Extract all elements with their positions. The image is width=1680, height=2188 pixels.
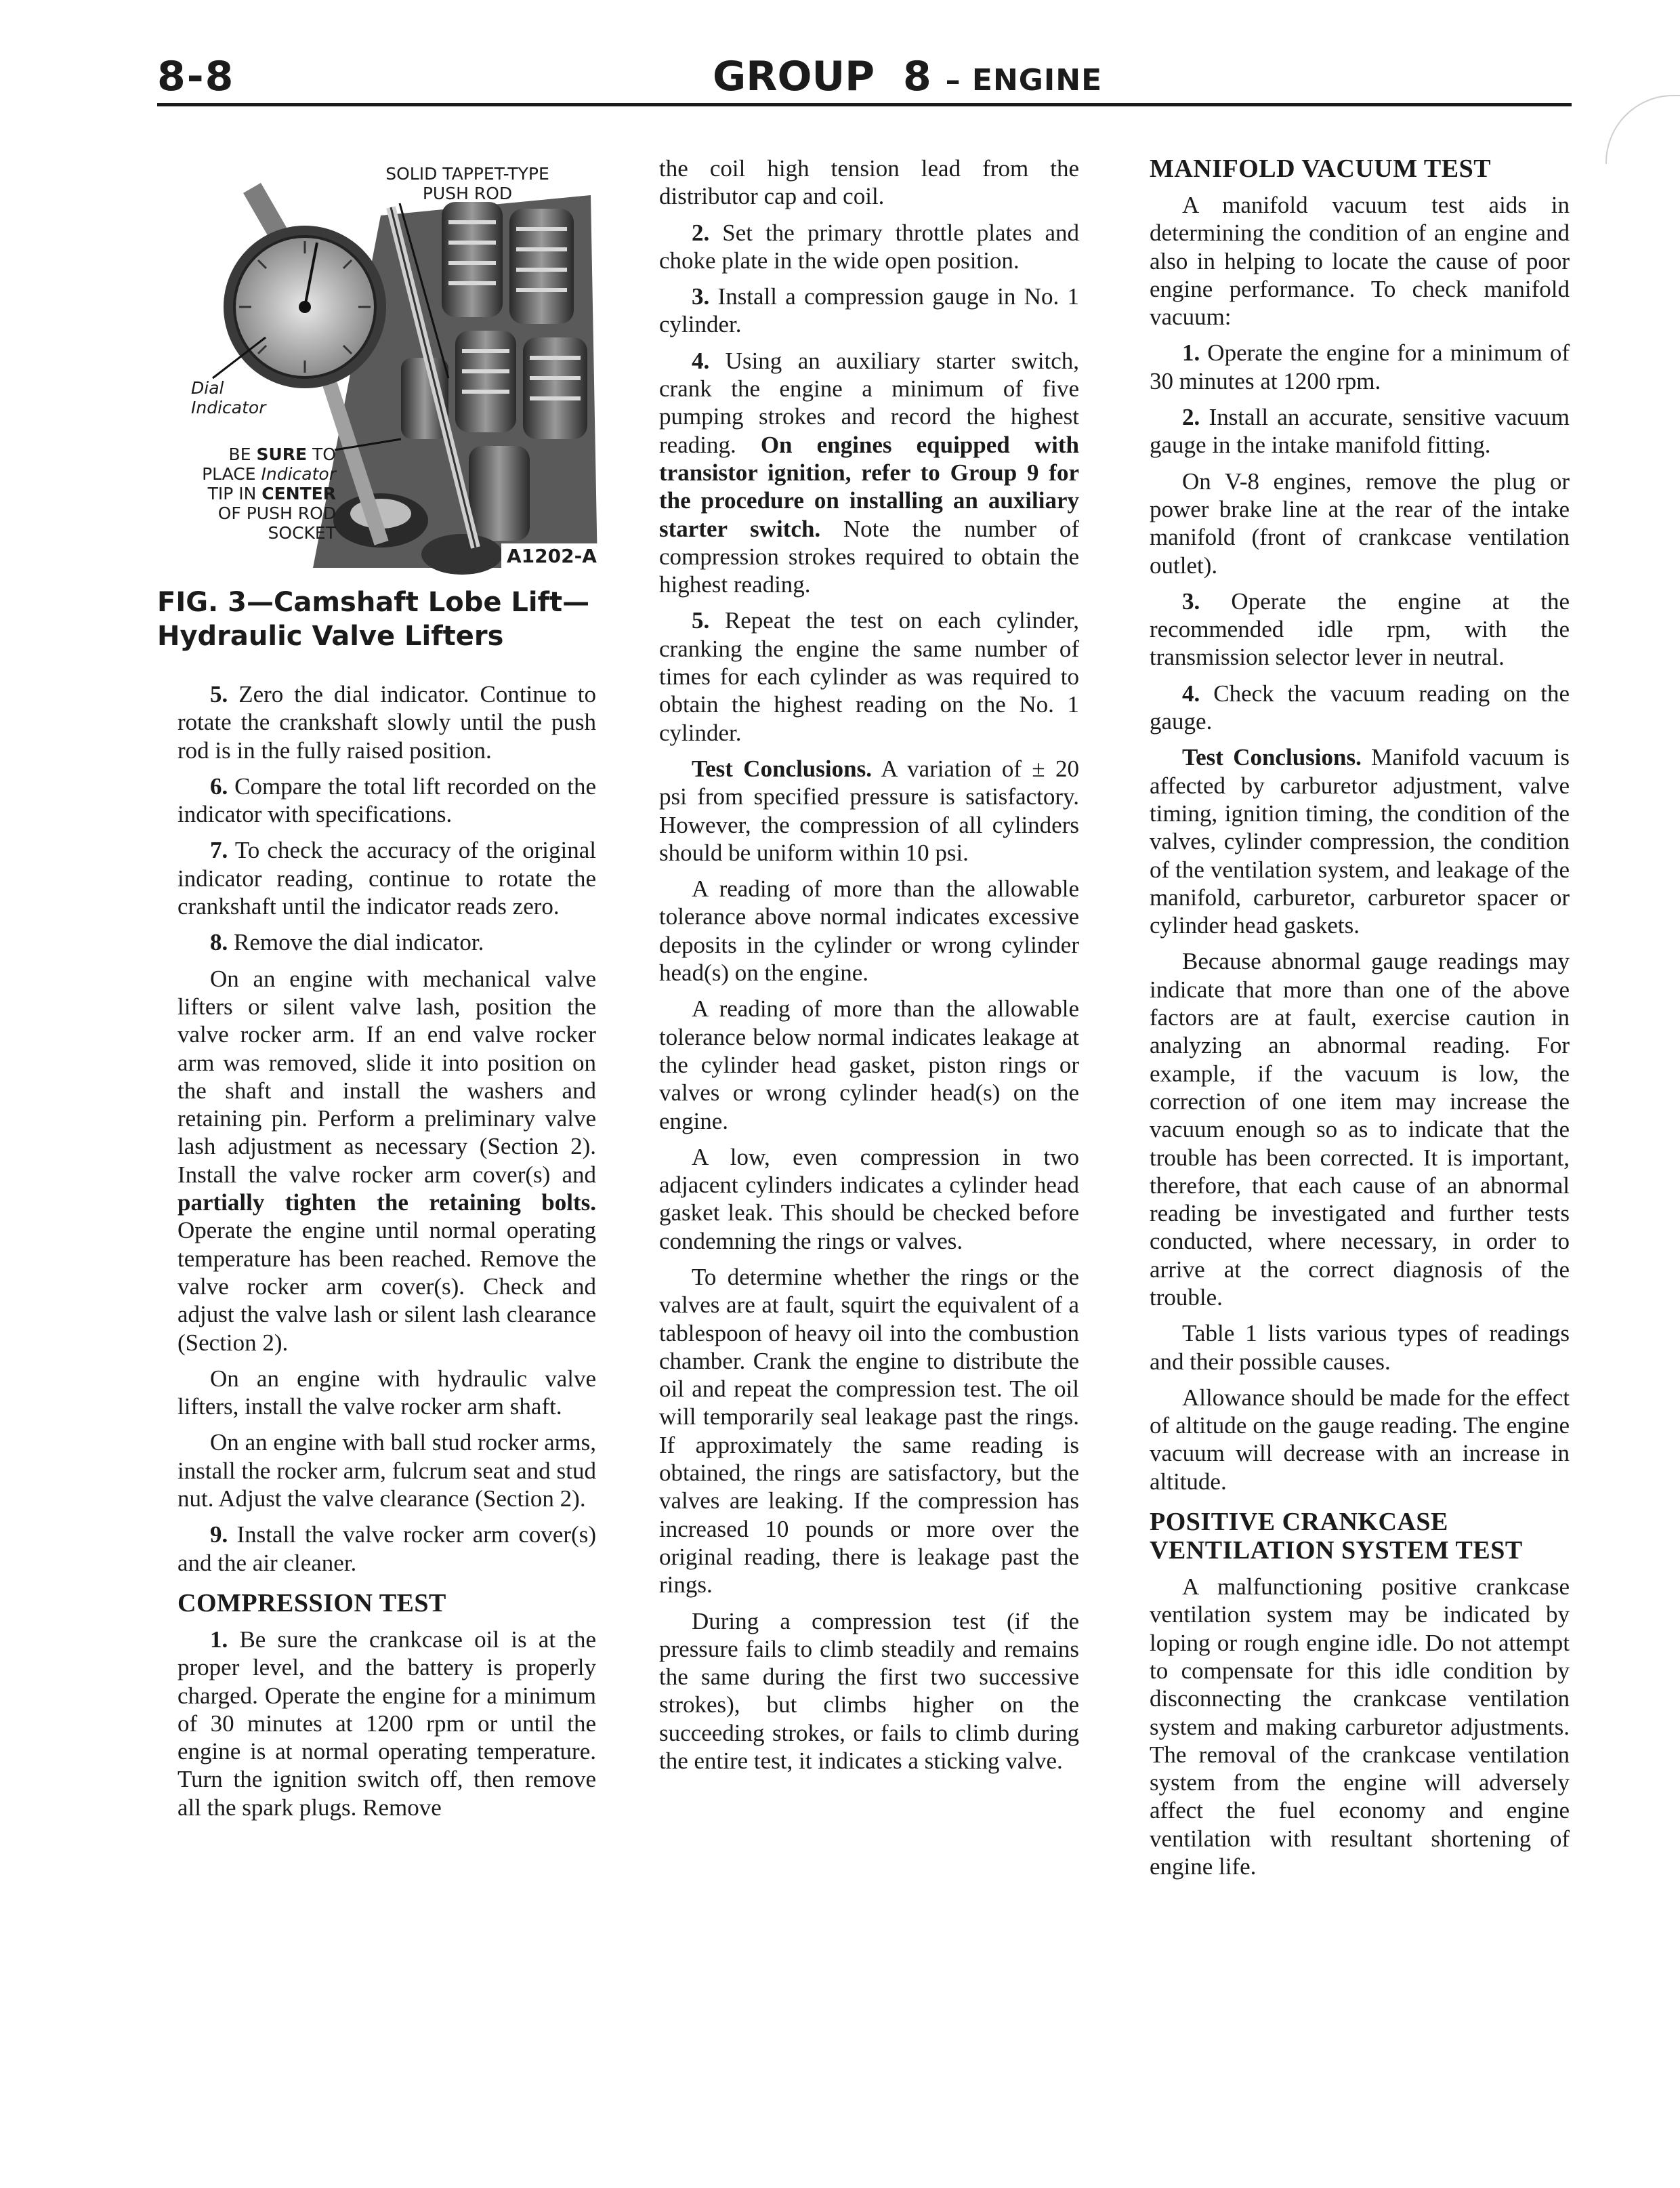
label-push-rod: SOLID TAPPET-TYPE PUSH ROD <box>385 164 549 203</box>
vacuum-step-3: 3. Operate the engine at the recommended idle rpm, with the transmission selector lever in neutral. <box>1150 587 1570 671</box>
paragraph-table-1: Table 1 lists various types of readings and their possible causes. <box>1150 1320 1570 1375</box>
column-2 <box>659 154 1079 1783</box>
label-indicator-tip: BE SURE TO PLACE Indicator TIP IN CENTER OF PUSH ROD SOCKET <box>202 445 336 543</box>
compression-test-conclusions: Test Conclusions. A variation of ± 20 psi from specified pressure is satisfactory. However, the compression of all cylinders should be uniform within 10 psi. <box>659 755 1079 866</box>
vacuum-intro: A manifold vacuum test aids in determining the condition of an engine and also in helping to locate the cause of poor engine performance. To check manifold vacuum: <box>1150 192 1570 331</box>
column-3 <box>1150 154 1570 1888</box>
compression-step-2: 2. Set the primary throttle plates and choke plate in the wide open position. <box>659 219 1079 274</box>
paragraph-abnormal-readings: Because abnormal gauge readings may indicate that more than one of the above factors are at fault, exercise caution in analyzing an abnormal reading. For example, if the vacuum is low, the correction of one item may increase the vacuum enough so as to indicate that the trouble has been corrected. It is important, therefore, that each cause of an abnormal reading be investigated and further tests conducted, where necessary, in order to arrive at the correct diagnosis of the trouble. <box>1150 948 1570 1310</box>
paragraph-low-compression: A low, even compression in two adjacent cylinders indicates a cylinder head gasket leak. This should be checked before condemning the rings or valves. <box>659 1143 1079 1254</box>
vacuum-step-1: 1. Operate the engine for a minimum of 30 minutes at 1200 rpm. <box>1150 339 1570 394</box>
vacuum-step-2: 2. Install an accurate, sensitive vacuum gauge in the intake manifold fitting. <box>1150 404 1570 459</box>
page-corner-mark <box>1605 95 1680 164</box>
paragraph-hydraulic-lifters: On an engine with hydraulic valve lifters, install the valve rocker arm shaft. <box>177 1365 596 1420</box>
step-5: 5. Zero the dial indicator. Continue to rotate the crankshaft slowly until the push rod is in the fully raised position. <box>177 681 596 764</box>
paragraph-v8-engines: On V-8 engines, remove the plug or power brake line at the rear of the intake manifold (front of crankcase ventilation outlet). <box>1150 468 1570 579</box>
vacuum-test-conclusions: Test Conclusions. Manifold vacuum is affected by carburetor adjustment, valve timing, ignition timing, the condition of the valves, cylinder compression, the condition of the ventilation system, and leakage of the manifold, carburetor, carburetor spacer or cylinder head gaskets. <box>1150 744 1570 939</box>
page-number: 8-8 <box>157 53 235 100</box>
header-rule <box>157 103 1572 106</box>
paragraph-rings-or-valves: To determine whether the rings or the valves are at fault, squirt the equivalent of a tablespoon of heavy oil into the combustion chamber. Crank the engine to distribute the oil and repeat the compression test. The oil will temporarily seal leakage past the rings. If approximately the same reading is obtained, the rings are satisfactory, but the valves are leaking. If the compression has increased 10 pounds or more over the original reading, there is leakage past the rings. <box>659 1263 1079 1598</box>
vacuum-step-4: 4. Check the vacuum reading on the gauge. <box>1150 680 1570 735</box>
paragraph-sticking-valve: During a compression test (if the pressure fails to climb steadily and remains the same during the first two successive strokes), but climbs higher on the succeeding strokes, or fails to climb during the entire test, it indicates a sticking valve. <box>659 1607 1079 1775</box>
group-title: GROUP 8 – ENGINE <box>713 53 1103 100</box>
figure-caption: FIG. 3—Camshaft Lobe Lift— Hydraulic Valve Lifters <box>157 587 590 652</box>
step-8: 8. Remove the dial indicator. <box>210 929 484 956</box>
label-dial-indicator: Dial Indicator <box>191 378 266 417</box>
paragraph-altitude: Allowance should be made for the effect of altitude on the gauge reading. The engine vacuum will decrease with an increase in altitude. <box>1150 1384 1570 1495</box>
column-1 <box>177 680 596 1830</box>
paragraph-pcv: A malfunctioning positive crankcase ventilation system may be indicated by loping or rough engine idle. Do not attempt to compensate for this idle condition by disconnecting the crankcase ventilation system and making carburetor adjustments. The removal of the crankcase ventilation system from the engine will adversely affect the fuel economy and engine ventilation with resultant shortening of engine life. <box>1150 1573 1570 1880</box>
page-header <box>0 0 1680 115</box>
figure-3 <box>157 154 604 669</box>
compression-step-1: 1. Be sure the crankcase oil is at the proper level, and the battery is properly charged. Operate the engine for a minimum of 30 minutes at 1200 rpm or until the engine is at normal operating temperature. Turn the ignition switch off, then remove all the spark plugs. Remove <box>177 1626 596 1821</box>
paragraph-reading-below: A reading of more than the allowable tolerance below normal indicates leakage at the cylinder head gasket, piston rings or valves or wrong cylinder head(s) on the engine. <box>659 995 1079 1134</box>
figure-code: A1202-A <box>501 543 602 569</box>
heading-pcv-test: POSITIVE CRANKCASE VENTILATION SYSTEM TEST <box>1150 1508 1523 1565</box>
paragraph-ball-stud: On an engine with ball stud rocker arms, install the rocker arm, fulcrum seat and stud nut. Adjust the valve clearance (Section 2). <box>177 1429 596 1512</box>
step-7: 7. To check the accuracy of the original indicator reading, continue to rotate the crankshaft until the indicator reads zero. <box>177 837 596 920</box>
step-6: 6. Compare the total lift recorded on the indicator with specifications. <box>177 772 596 828</box>
compression-step-3: 3. Install a compression gauge in No. 1 cylinder. <box>659 283 1079 338</box>
compression-step-1-continued: the coil high tension lead from the distributor cap and coil. <box>659 155 1079 210</box>
heading-compression-test: COMPRESSION TEST <box>177 1588 446 1617</box>
paragraph-mechanical-lifters: On an engine with mechanical valve lifters or silent valve lash, position the valve rocker arm. If an end valve rocker arm was removed, slide it into position on the shaft and install the washers and retaining pin. Perform a preliminary valve lash adjustment as necessary (Section 2). Install the valve rocker arm cover(s) and partially tighten the retaining bolts. Operate the engine until normal operating temperature has been reached. Remove the valve rocker arm cover(s). Check and adjust the valve lash or silent lash clearance (Section 2). <box>177 965 596 1356</box>
compression-step-4: 4. Using an auxiliary starter switch, crank the engine a minimum of five pumping strokes and record the highest reading. On engines equipped with transistor ignition, refer to Group 9 for the procedure on installing an auxiliary starter switch. Note the number of compression strokes required to obtain the highest reading. <box>659 347 1079 598</box>
heading-manifold-vacuum-test: MANIFOLD VACUUM TEST <box>1150 154 1492 183</box>
paragraph-reading-above: A reading of more than the allowable tolerance above normal indicates excessive deposits in the cylinder or wrong cylinder head(s) on the engine. <box>659 875 1079 987</box>
step-9: 9. Install the valve rocker arm cover(s) and the air cleaner. <box>177 1521 596 1576</box>
compression-step-5: 5. Repeat the test on each cylinder, cranking the engine the same number of times for each cylinder as was required to obtain the highest reading on the No. 1 cylinder. <box>659 607 1079 746</box>
